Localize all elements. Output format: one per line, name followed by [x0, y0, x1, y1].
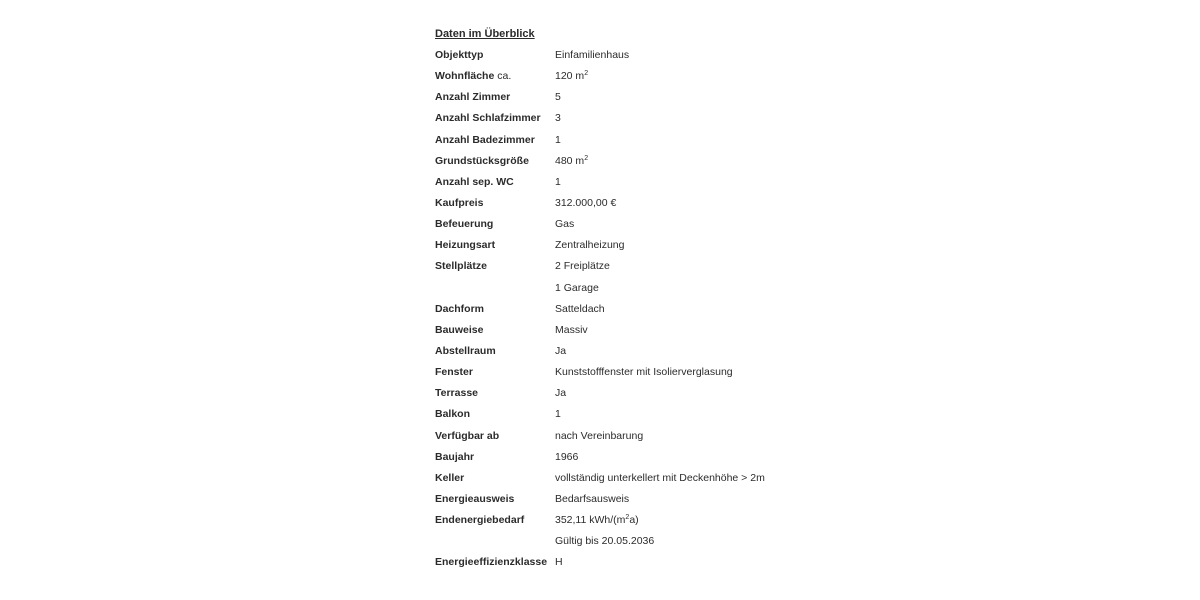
row-stellplaetze [435, 256, 1035, 277]
row-balkon [435, 404, 1035, 425]
row-verfuegbar-ab [435, 426, 1035, 447]
row-label: Fenster [435, 366, 473, 379]
row-label: Objekttyp [435, 49, 484, 61]
row-value: Ja [555, 344, 567, 357]
row-value: 3 [555, 112, 561, 125]
row-label: Endenergiebedarf [435, 514, 525, 527]
row-value: nach Vereinbarung [555, 429, 644, 442]
row-value: 2 Freiplätze [555, 260, 610, 273]
row-label: Energieausweis [435, 492, 515, 505]
row-keller [435, 468, 1035, 489]
row-label: Stellplätze [435, 260, 487, 273]
row-label: Abstellraum [435, 344, 496, 357]
row-anzahl-schlafzimmer [435, 108, 1035, 129]
row-label: Heizungsart [435, 239, 496, 252]
row-value: Gültig bis 20.05.2036 [555, 535, 655, 548]
row-value: 312.000,00 € [555, 196, 617, 209]
row-label: Balkon [435, 408, 471, 421]
row-label: Anzahl Badezimmer [435, 133, 535, 146]
row-stellplaetze-continued [435, 278, 1035, 299]
row-wohnflaeche [435, 66, 1035, 87]
row-value: vollständig unterkellert mit Deckenhöhe > 2m [555, 471, 765, 484]
row-value: Zentralheizung [555, 239, 625, 252]
row-label: Energieeffizienzklasse [435, 556, 548, 569]
row-value: 1 [555, 133, 561, 146]
row-value: Bedarfsausweis [555, 492, 630, 505]
row-value: 352,11 kWh/$(m^2a)$ [555, 514, 639, 527]
row-label: Terrasse [435, 387, 479, 400]
row-value: Kunststofffenster mit Isolierverglasung [555, 366, 733, 379]
row-endenergiebedarf-continued [435, 531, 1035, 552]
row-terrasse [435, 383, 1035, 404]
row-label: Kaufpreis [435, 196, 484, 209]
row-objekttyp [435, 45, 1035, 66]
row-anzahl-zimmer [435, 87, 1035, 108]
row-kaufpreis [435, 193, 1035, 214]
row-value: 1 [555, 175, 561, 188]
row-endenergiebedarf [435, 510, 1035, 531]
row-label: Grundstücksgröße [435, 154, 529, 167]
row-baujahr [435, 447, 1035, 468]
row-energieeffizienzklasse [435, 552, 1035, 573]
row-label: Anzahl sep. WC [435, 175, 514, 188]
row-value: Satteldach [555, 302, 605, 315]
row-value: Gas [555, 218, 575, 231]
row-heizungsart [435, 235, 1035, 256]
row-value: Ja [555, 387, 567, 400]
row-value: 1 Garage [555, 281, 599, 294]
row-label: Bauweise [435, 323, 484, 336]
row-label: Anzahl Zimmer [435, 91, 511, 104]
row-value: Einfamilienhaus [555, 49, 630, 61]
row-label: Befeuerung [435, 218, 494, 231]
row-value: 480 $m^2$ [555, 154, 589, 167]
row-label: Verfügbar ab [435, 429, 500, 442]
row-dachform [435, 299, 1035, 320]
row-bauweise [435, 320, 1035, 341]
row-anzahl-badezimmer [435, 130, 1035, 151]
row-energieausweis [435, 489, 1035, 510]
row-value: 5 [555, 91, 561, 104]
row-grundstuecksgroesse [435, 151, 1035, 172]
row-anzahl-sep-wc [435, 172, 1035, 193]
row-label: Anzahl Schlafzimmer [435, 112, 541, 125]
row-value: 120 $m^2$ [555, 70, 589, 83]
row-abstellraum [435, 341, 1035, 362]
row-label: Baujahr [435, 450, 475, 463]
section-title: Daten im Überblick [435, 28, 535, 40]
row-label: Wohnfläche ca. [435, 70, 512, 83]
row-label: Dachform [435, 302, 485, 315]
row-fenster [435, 362, 1035, 383]
row-label [435, 278, 555, 299]
row-value: 1966 [555, 450, 579, 463]
row-label [435, 531, 555, 552]
row-befeuerung [435, 214, 1035, 235]
row-value: 1 [555, 408, 561, 421]
row-value: H [555, 556, 563, 569]
property-data-section [435, 24, 1035, 574]
row-label: Keller [435, 471, 465, 484]
row-value: Massiv [555, 323, 588, 336]
